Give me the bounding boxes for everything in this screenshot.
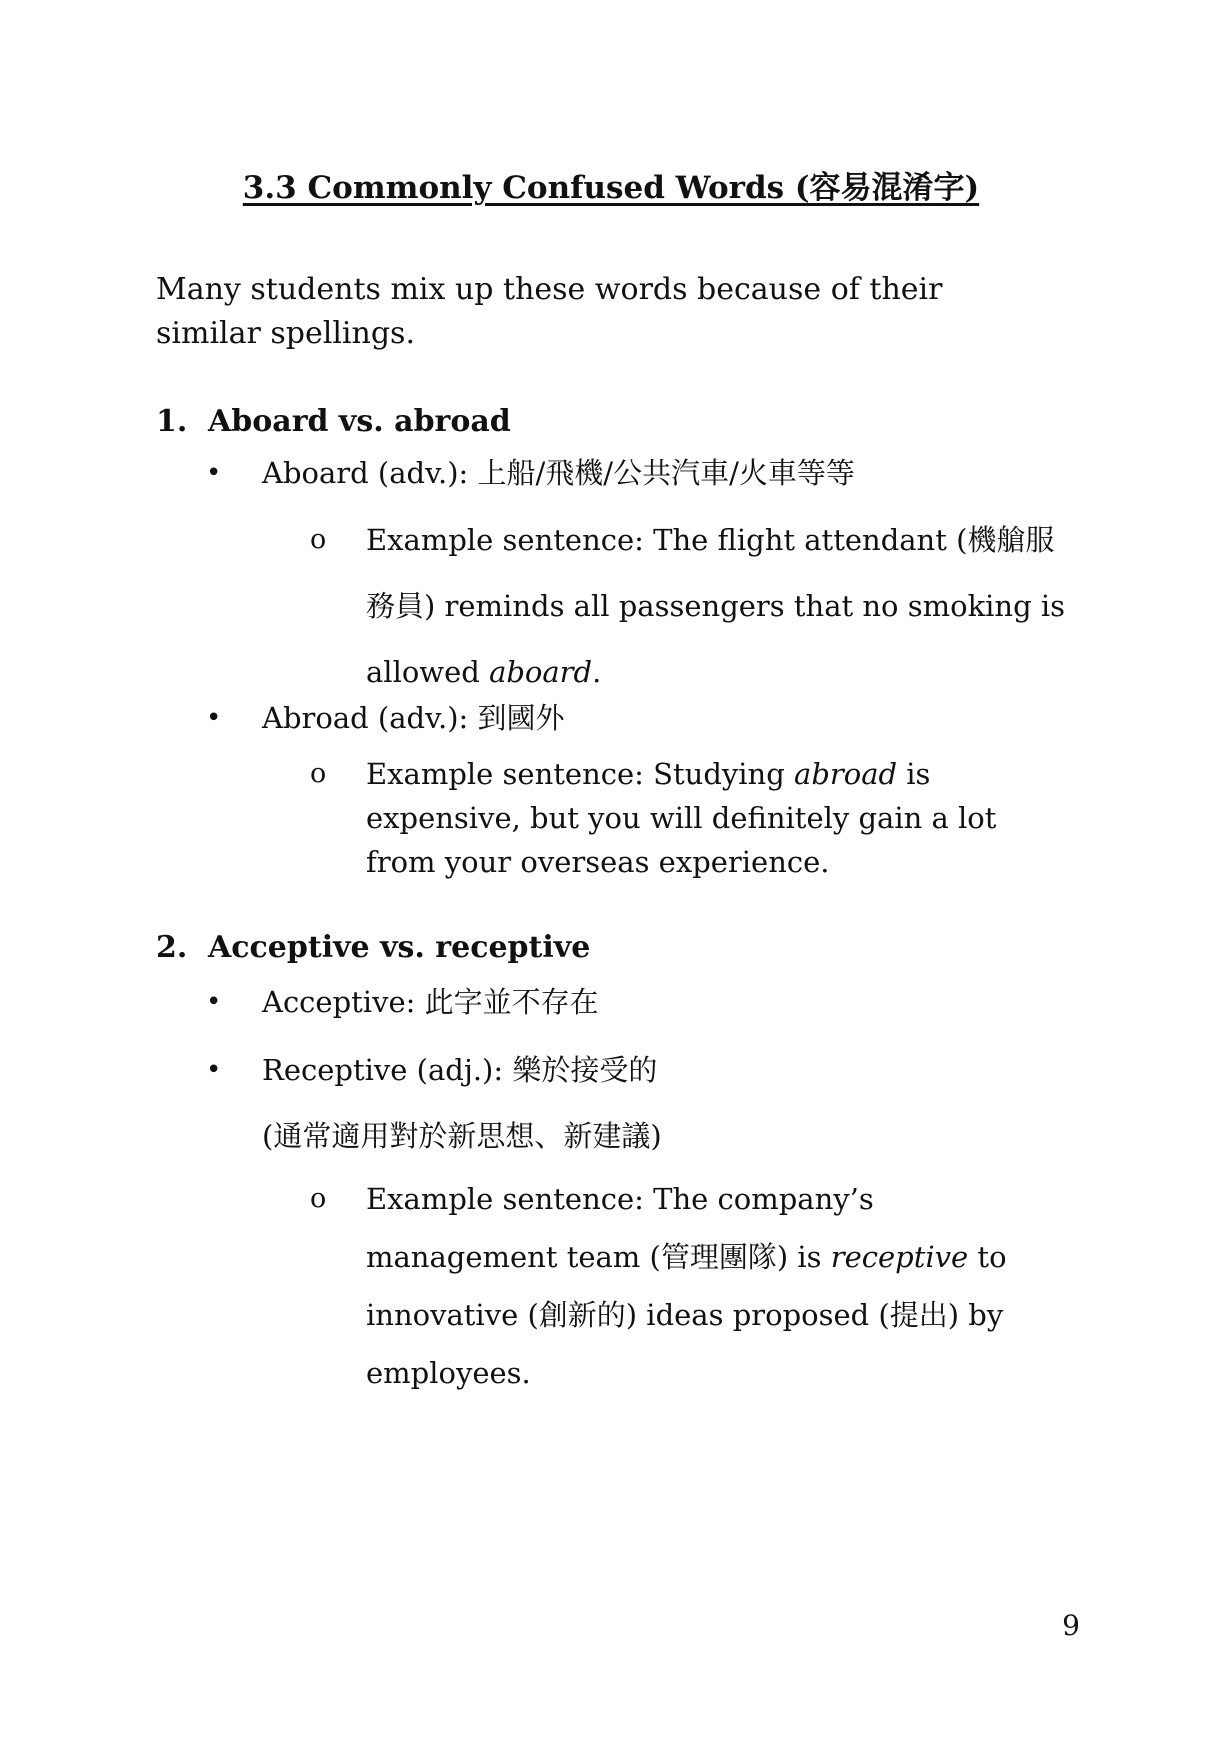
section-number: 2. (156, 930, 188, 965)
example-sentence (310, 507, 1070, 707)
example-sentence (310, 752, 1070, 892)
section-heading (156, 928, 590, 968)
intro-paragraph: Many students mix up these words because of their similar spellings. (156, 272, 943, 351)
usage-note: (通常適用對於新思想、新建議) (262, 1119, 662, 1153)
example-italic-word: abroad (794, 757, 898, 791)
section-title: Acceptive vs. receptive (208, 930, 591, 965)
sub-bullet-icon: o (310, 1183, 327, 1214)
bullet-text: Aboard (adv.): 上船/飛機/公共汽車/火車等等 (262, 456, 855, 490)
example-italic-word: aboard (489, 655, 593, 689)
section-title: Aboard vs. abroad (208, 404, 511, 439)
example-text-after: . (592, 655, 602, 689)
section-heading (156, 402, 511, 442)
page-title: 3.3 Commonly Confused Words (容易混淆字) (242, 170, 980, 206)
section-number: 1. (156, 404, 188, 439)
example-text-after: to innovative (創新的) ideas proposed (提出) by employees. (366, 1240, 1007, 1390)
example-text-before: Example sentence: The flight attendant (機艙服務員) reminds all passengers that no smoking is allowed (366, 523, 1066, 689)
bullet-text: Acceptive: 此字並不存在 (262, 985, 599, 1019)
example-text (366, 507, 1066, 705)
sub-bullet-icon: o (310, 524, 327, 555)
sub-bullet-icon: o (310, 758, 327, 789)
page-number: 9 (1062, 1609, 1080, 1642)
bullet-dot-icon: • (206, 703, 222, 733)
example-text (366, 752, 1066, 884)
example-text (366, 1170, 1066, 1402)
example-text-before: Example sentence: Studying (366, 757, 795, 791)
example-sentence (310, 1170, 1070, 1390)
example-text-after: is expensive, but you will definitely gain a lot from your overseas experience. (366, 757, 997, 879)
bullet-text: Abroad (adv.): 到國外 (262, 701, 565, 735)
bullet-dot-icon: • (206, 458, 222, 488)
example-italic-word: receptive (830, 1240, 969, 1274)
bullet-dot-icon: • (206, 987, 222, 1017)
bullet-dot-icon: • (206, 1055, 222, 1085)
bullet-text: Receptive (adj.): 樂於接受的 (262, 1053, 658, 1087)
example-text-before: Example sentence: The company’s management team (管理團隊) is (366, 1182, 874, 1274)
